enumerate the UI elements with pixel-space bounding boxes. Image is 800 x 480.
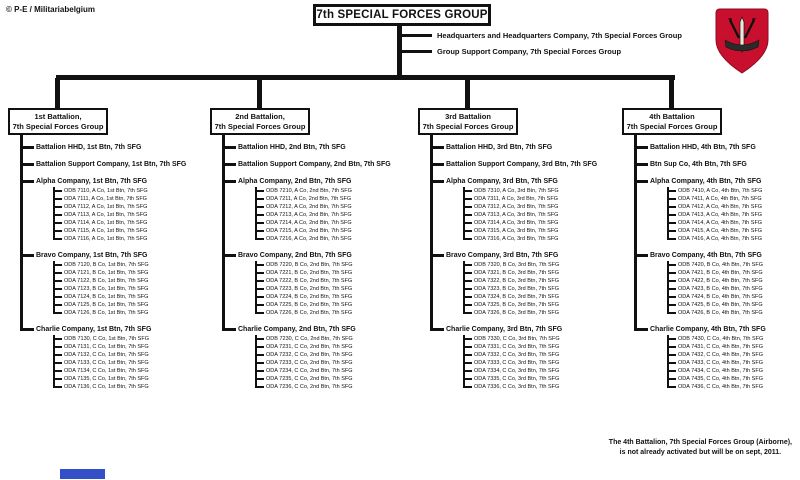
group-unit-label: Group Support Company, 7th Special Forces Group [437, 47, 622, 56]
unit-item [430, 169, 618, 243]
battalion-box-line: 4th Battalion [649, 112, 695, 121]
team-item: ODA 7312, A Co, 3rd Btn, 7th SFG [463, 203, 618, 211]
unit-label: Battalion HHD, 4th Btn, 7th SFG [650, 144, 756, 151]
unit-item [430, 152, 618, 169]
unit-label: Charlie Company, 3rd Btn, 7th SFG [446, 326, 563, 333]
team-list [255, 261, 410, 317]
battalion-box-line: 3rd Battalion [445, 112, 491, 121]
team-item: ODB 7330, C Co, 3rd Btn, 7th SFG [463, 335, 618, 343]
unit-item [222, 317, 410, 391]
battalion-units [222, 135, 410, 391]
unit-item [20, 317, 208, 391]
unit-label: Alpha Company, 4th Btn, 7th SFG [650, 178, 762, 185]
battalion-box [210, 108, 310, 135]
team-list [667, 261, 800, 317]
team-item: ODA 7121, B Co, 1st Btn, 7th SFG [53, 269, 208, 277]
team-item: ODA 7124, B Co, 1st Btn, 7th SFG [53, 293, 208, 301]
unit-item [222, 152, 410, 169]
unit-item [430, 317, 618, 391]
unit-label: Battalion HHD, 2nd Btn, 7th SFG [238, 144, 346, 151]
battalion-box-line: 2nd Battalion, [235, 112, 285, 121]
battalion-box-line: 7th Special Forces Group [626, 121, 718, 131]
unit-item [634, 169, 800, 243]
team-item: ODA 7325, B Co, 3rd Btn, 7th SFG [463, 301, 618, 309]
footnote-line1: The 4th Battalion, 7th Special Forces Group (Airborne), [608, 439, 792, 446]
unit-label: Charlie Company, 1st Btn, 7th SFG [36, 326, 152, 333]
team-list [463, 261, 618, 317]
team-item: ODA 7115, A Co, 1st Btn, 7th SFG [53, 227, 208, 235]
team-item: ODB 7210, A Co, 2nd Btn, 7th SFG [255, 187, 410, 195]
team-item: ODA 7313, A Co, 3rd Btn, 7th SFG [463, 211, 618, 219]
team-item: ODA 7422, B Co, 4th Btn, 7th SFG [667, 277, 800, 285]
blue-bar [60, 469, 105, 479]
team-item: ODA 7324, B Co, 3rd Btn, 7th SFG [463, 293, 618, 301]
battalion-units [430, 135, 618, 391]
unit-item [634, 317, 800, 391]
team-item: ODA 7136, C Co, 1st Btn, 7th SFG [53, 383, 208, 391]
connector-drop [669, 78, 674, 110]
team-item: ODA 7225, B Co, 2nd Btn, 7th SFG [255, 301, 410, 309]
unit-label: Battalion Support Company, 1st Btn, 7th SFG [36, 161, 187, 168]
team-item: ODA 7226, B Co, 2nd Btn, 7th SFG [255, 309, 410, 317]
beret-flash-icon [714, 8, 770, 74]
team-item: ODA 7314, A Co, 3rd Btn, 7th SFG [463, 219, 618, 227]
team-item: ODA 7431, C Co, 4th Btn, 7th SFG [667, 343, 800, 351]
connector-drop [55, 78, 60, 110]
team-item: ODA 7126, B Co, 1st Btn, 7th SFG [53, 309, 208, 317]
team-item: ODA 7236, C Co, 2nd Btn, 7th SFG [255, 383, 410, 391]
team-item: ODA 7421, B Co, 4th Btn, 7th SFG [667, 269, 800, 277]
unit-item [20, 169, 208, 243]
team-item: ODA 7435, C Co, 4th Btn, 7th SFG [667, 375, 800, 383]
team-list [667, 187, 800, 243]
unit-item [20, 135, 208, 152]
battalion-box-line: 1st Battalion, [34, 112, 82, 121]
battalion-box-line: 7th Special Forces Group [12, 121, 104, 131]
battalion-box-line: 7th Special Forces Group [422, 121, 514, 131]
battalion-units [20, 135, 208, 391]
team-item: ODA 7224, B Co, 2nd Btn, 7th SFG [255, 293, 410, 301]
battalion-column-1 [8, 108, 208, 391]
team-item: ODA 7211, A Co, 2nd Btn, 7th SFG [255, 195, 410, 203]
team-item: ODA 7213, A Co, 2nd Btn, 7th SFG [255, 211, 410, 219]
unit-label: Battalion Support Company, 3rd Btn, 7th SFG [446, 161, 598, 168]
team-item: ODA 7322, B Co, 3rd Btn, 7th SFG [463, 277, 618, 285]
team-item: ODB 7110, A Co, 1st Btn, 7th SFG [53, 187, 208, 195]
team-item: ODA 7423, B Co, 4th Btn, 7th SFG [667, 285, 800, 293]
team-item: ODA 7116, A Co, 1st Btn, 7th SFG [53, 235, 208, 243]
team-item: ODA 7311, A Co, 3rd Btn, 7th SFG [463, 195, 618, 203]
team-item: ODA 7214, A Co, 2nd Btn, 7th SFG [255, 219, 410, 227]
unit-label: Alpha Company, 3rd Btn, 7th SFG [446, 178, 558, 185]
team-item: ODB 7420, B Co, 4th Btn, 7th SFG [667, 261, 800, 269]
connector-distributor [56, 75, 675, 80]
unit-item [222, 169, 410, 243]
watermark: © P-E / Militariabelgium [6, 5, 96, 14]
team-item: ODA 7111, A Co, 1st Btn, 7th SFG [53, 195, 208, 203]
team-item: ODA 7436, C Co, 4th Btn, 7th SFG [667, 383, 800, 391]
team-item: ODA 7326, B Co, 3rd Btn, 7th SFG [463, 309, 618, 317]
team-item: ODA 7235, C Co, 2nd Btn, 7th SFG [255, 375, 410, 383]
unit-label: Bravo Company, 3rd Btn, 7th SFG [446, 252, 559, 259]
battalion-box-line: 7th Special Forces Group [214, 121, 306, 131]
team-list [463, 187, 618, 243]
team-item: ODA 7315, A Co, 3rd Btn, 7th SFG [463, 227, 618, 235]
team-item: ODA 7316, A Co, 3rd Btn, 7th SFG [463, 235, 618, 243]
team-list [53, 261, 208, 317]
team-item: ODA 7416, A Co, 4th Btn, 7th SFG [667, 235, 800, 243]
group-unit-row [400, 47, 621, 56]
team-item: ODB 7130, C Co, 1st Btn, 7th SFG [53, 335, 208, 343]
team-item: ODA 7323, B Co, 3rd Btn, 7th SFG [463, 285, 618, 293]
team-item: ODB 7310, A Co, 3rd Btn, 7th SFG [463, 187, 618, 195]
unit-label: Charlie Company, 2nd Btn, 7th SFG [238, 326, 356, 333]
team-list [463, 335, 618, 391]
footnote [609, 438, 792, 458]
unit-label: Btn Sup Co, 4th Btn, 7th SFG [650, 161, 747, 168]
battalion-units [634, 135, 800, 391]
unit-item [20, 152, 208, 169]
unit-item [20, 243, 208, 317]
team-item: ODA 7412, A Co, 4th Btn, 7th SFG [667, 203, 800, 211]
connector-tick [400, 34, 432, 37]
unit-item [430, 135, 618, 152]
team-item: ODA 7424, B Co, 4th Btn, 7th SFG [667, 293, 800, 301]
battalion-box [418, 108, 518, 135]
unit-label: Charlie Company, 4th Btn, 7th SFG [650, 326, 766, 333]
team-item: ODA 7331, C Co, 3rd Btn, 7th SFG [463, 343, 618, 351]
team-item: ODA 7411, A Co, 4th Btn, 7th SFG [667, 195, 800, 203]
team-item: ODB 7230, C Co, 2nd Btn, 7th SFG [255, 335, 410, 343]
team-item: ODA 7125, B Co, 1st Btn, 7th SFG [53, 301, 208, 309]
team-list [255, 187, 410, 243]
battalion-column-3 [418, 108, 618, 391]
group-title-box: 7th SPECIAL FORCES GROUP [313, 4, 491, 26]
unit-item [430, 243, 618, 317]
team-item: ODA 7332, C Co, 3rd Btn, 7th SFG [463, 351, 618, 359]
team-item: ODA 7234, C Co, 2nd Btn, 7th SFG [255, 367, 410, 375]
battalion-box [622, 108, 722, 135]
team-list [53, 187, 208, 243]
team-item: ODA 7134, C Co, 1st Btn, 7th SFG [53, 367, 208, 375]
team-item: ODA 7215, A Co, 2nd Btn, 7th SFG [255, 227, 410, 235]
unit-label: Battalion Support Company, 2nd Btn, 7th SFG [238, 161, 391, 168]
team-item: ODA 7216, A Co, 2nd Btn, 7th SFG [255, 235, 410, 243]
unit-item [222, 135, 410, 152]
team-item: ODA 7222, B Co, 2nd Btn, 7th SFG [255, 277, 410, 285]
connector-tick [400, 50, 432, 53]
team-item: ODA 7335, C Co, 3rd Btn, 7th SFG [463, 375, 618, 383]
footnote-line2: is not already activated but will be on sept, 2011. [619, 449, 782, 456]
team-list [53, 335, 208, 391]
team-item: ODA 7434, C Co, 4th Btn, 7th SFG [667, 367, 800, 375]
group-unit-row [400, 31, 682, 40]
unit-label: Battalion HHD, 1st Btn, 7th SFG [36, 144, 142, 151]
team-item: ODA 7223, B Co, 2nd Btn, 7th SFG [255, 285, 410, 293]
team-item: ODA 7413, A Co, 4th Btn, 7th SFG [667, 211, 800, 219]
team-item: ODA 7425, B Co, 4th Btn, 7th SFG [667, 301, 800, 309]
team-item: ODA 7133, C Co, 1st Btn, 7th SFG [53, 359, 208, 367]
team-item: ODB 7220, B Co, 2nd Btn, 7th SFG [255, 261, 410, 269]
team-item: ODA 7131, C Co, 1st Btn, 7th SFG [53, 343, 208, 351]
team-item: ODA 7415, A Co, 4th Btn, 7th SFG [667, 227, 800, 235]
team-item: ODA 7432, C Co, 4th Btn, 7th SFG [667, 351, 800, 359]
team-item: ODA 7433, C Co, 4th Btn, 7th SFG [667, 359, 800, 367]
team-item: ODA 7414, A Co, 4th Btn, 7th SFG [667, 219, 800, 227]
connector-drop [257, 78, 262, 110]
team-list [667, 335, 800, 391]
team-item: ODA 7113, A Co, 1st Btn, 7th SFG [53, 211, 208, 219]
team-item: ODA 7231, C Co, 2nd Btn, 7th SFG [255, 343, 410, 351]
unit-item [634, 135, 800, 152]
battalion-column-2 [210, 108, 410, 391]
battalion-column-4 [622, 108, 800, 391]
team-item: ODA 7333, C Co, 3rd Btn, 7th SFG [463, 359, 618, 367]
team-item: ODA 7232, C Co, 2nd Btn, 7th SFG [255, 351, 410, 359]
unit-item [222, 243, 410, 317]
unit-label: Bravo Company, 1st Btn, 7th SFG [36, 252, 148, 259]
team-item: ODB 7320, B Co, 3rd Btn, 7th SFG [463, 261, 618, 269]
team-item: ODB 7430, C Co, 4th Btn, 7th SFG [667, 335, 800, 343]
team-item: ODA 7426, B Co, 4th Btn, 7th SFG [667, 309, 800, 317]
team-item: ODA 7334, C Co, 3rd Btn, 7th SFG [463, 367, 618, 375]
unit-label: Alpha Company, 1st Btn, 7th SFG [36, 178, 148, 185]
team-item: ODA 7233, C Co, 2nd Btn, 7th SFG [255, 359, 410, 367]
team-item: ODA 7122, B Co, 1st Btn, 7th SFG [53, 277, 208, 285]
team-item: ODA 7123, B Co, 1st Btn, 7th SFG [53, 285, 208, 293]
team-item: ODA 7132, C Co, 1st Btn, 7th SFG [53, 351, 208, 359]
unit-item [634, 152, 800, 169]
team-item: ODA 7221, B Co, 2nd Btn, 7th SFG [255, 269, 410, 277]
team-item: ODA 7114, A Co, 1st Btn, 7th SFG [53, 219, 208, 227]
battalion-box [8, 108, 108, 135]
unit-label: Bravo Company, 2nd Btn, 7th SFG [238, 252, 352, 259]
connector-drop [465, 78, 470, 110]
team-item: ODB 7120, B Co, 1st Btn, 7th SFG [53, 261, 208, 269]
team-item: ODA 7112, A Co, 1st Btn, 7th SFG [53, 203, 208, 211]
team-item: ODB 7410, A Co, 4th Btn, 7th SFG [667, 187, 800, 195]
unit-item [634, 243, 800, 317]
team-item: ODA 7135, C Co, 1st Btn, 7th SFG [53, 375, 208, 383]
group-unit-label: Headquarters and Headquarters Company, 7th Special Forces Group [437, 31, 682, 40]
unit-label: Battalion HHD, 3rd Btn, 7th SFG [446, 144, 553, 151]
team-list [255, 335, 410, 391]
team-item: ODA 7321, B Co, 3rd Btn, 7th SFG [463, 269, 618, 277]
unit-label: Alpha Company, 2nd Btn, 7th SFG [238, 178, 352, 185]
unit-label: Bravo Company, 4th Btn, 7th SFG [650, 252, 762, 259]
team-item: ODA 7212, A Co, 2nd Btn, 7th SFG [255, 203, 410, 211]
team-item: ODA 7336, C Co, 3rd Btn, 7th SFG [463, 383, 618, 391]
